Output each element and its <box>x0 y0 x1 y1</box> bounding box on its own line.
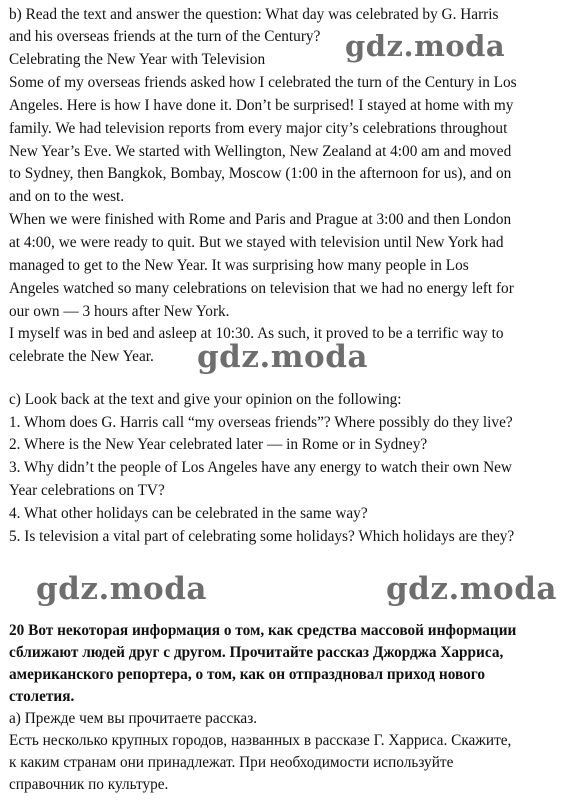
task-b-line-1: b) Read the text and answer the question: What day was celebrated by G. Harris <box>9 6 499 23</box>
exercise-20-body-line-1: Есть несколько крупных городов, названных в рассказе Г. Харриса. Скажите, <box>9 732 512 749</box>
exercise-20-body-line-3: справочник по культуре. <box>9 776 169 793</box>
section-c-intro: c) Look back at the text and give your opinion on the following: <box>9 391 402 408</box>
question-4: 4. What other holidays can be celebrated in the same way? <box>9 505 368 522</box>
exercise-20-heading-line-3: американского репортера, о том, как он отпраздновал приход нового <box>9 666 485 683</box>
paragraph-3-line-2: celebrate the New Year. <box>9 348 154 365</box>
question-5: 5. Is television a vital part of celebrating some holidays? Which holidays are they? <box>9 528 515 545</box>
paragraph-1-line-2: Angeles. Here is how I have done it. Don’t be surprised! I stayed at home with my <box>9 97 514 114</box>
exercise-20-body-line-2: к каким странам они принадлежат. При необходимости используйте <box>9 754 454 771</box>
paragraph-2-line-2: at 4:00, we were ready to quit. But we stayed with television until New York had <box>9 234 504 251</box>
question-2: 2. Where is the New Year celebrated later — in Rome or in Sydney? <box>9 436 428 453</box>
paragraph-2-line-4: Angeles watched so many celebrations on television that we had no energy left for <box>9 280 514 297</box>
exercise-20-heading-line-2: сближают людей друг с другом. Прочитайте рассказ Джорджа Харриса, <box>9 644 504 661</box>
exercise-20-sub-a: a) Прежде чем вы прочитаете рассказ. <box>9 710 258 727</box>
paragraph-3-line-1: I myself was in bed and asleep at 10:30. As such, it proved to be a terrific way to <box>9 325 504 342</box>
paragraph-2-line-5: our own — 3 hours after New York. <box>9 303 230 320</box>
exercise-20-heading-line-4: столетия. <box>9 688 75 705</box>
paragraph-1-line-5: to Sydney, then Bangkok, Bombay, Moscow (1:00 in the afternoon for us), and on <box>9 165 512 182</box>
task-b-line-2: and his overseas friends at the turn of the Century? <box>9 28 321 45</box>
question-3-line-1: 3. Why didn’t the people of Los Angeles have any energy to watch their own New <box>9 459 512 476</box>
text-title: Celebrating the New Year with Television <box>9 51 266 68</box>
watermark-bottom-right: gdz.moda <box>386 571 557 607</box>
paragraph-1-line-4: New Year’s Eve. We started with Wellington, New Zealand at 4:00 am and moved <box>9 143 512 160</box>
watermark-bottom-left: gdz.moda <box>36 571 207 607</box>
paragraph-1-line-1: Some of my overseas friends asked how I celebrated the turn of the Century in Los <box>9 74 517 91</box>
watermark-middle: gdz.moda <box>197 339 368 375</box>
paragraph-2-line-1: When we were finished with Rome and Paris and Prague at 3:00 and then London <box>9 211 512 228</box>
question-3-line-2: Year celebrations on TV? <box>9 482 165 499</box>
watermark-top: gdz.moda <box>345 29 506 63</box>
paragraph-1-line-6: and on to the west. <box>9 188 125 205</box>
paragraph-1-line-3: family. We had television reports from every major city’s celebrations throughout <box>9 120 508 137</box>
paragraph-2-line-3: managed to get to the New Year. It was surprising how many people in Los <box>9 257 469 274</box>
exercise-20-heading-line-1: 20 Вот некоторая информация о том, как средства массовой информации <box>9 622 517 639</box>
question-1: 1. Whom does G. Harris call “my overseas friends”? Where possibly do they live? <box>9 414 513 431</box>
